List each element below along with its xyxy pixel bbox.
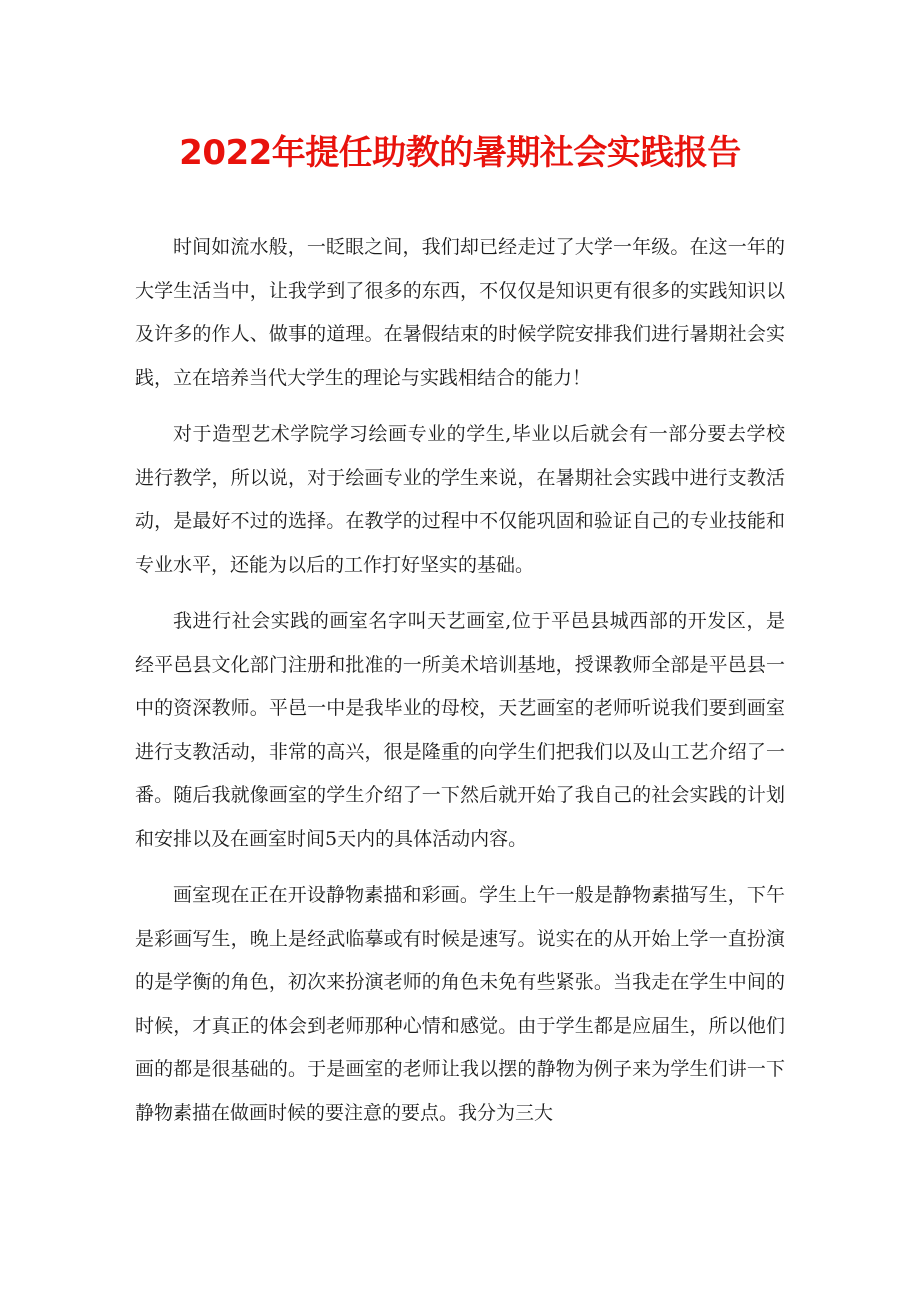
document-title: 2022年提任助教的暑期社会实践报告 (179, 133, 741, 173)
paragraph-1: 时间如流水般，一眨眼之间，我们却已经走过了大学一年级。在这一年的大学生活当中，让我学到了很多的东西，不仅仅是知识更有很多的实践知识以及许多的作人、做事的道理。在暑假结束的时候学院安排我们进行暑期社会实践，立在培养当代大学生的理论与实践相结合的能力！ (135, 236, 785, 389)
paragraph-2: 对于造型艺术学院学习绘画专业的学生,毕业以后就会有一部分要去学校进行教学，所以说，对于绘画专业的学生来说，在暑期社会实践中进行支教活动，是最好不过的选择。在教学的过程中不仅能巩固和验证自己的专业技能和专业水平，还能为以后的工作打好坚实的基础。 (135, 423, 785, 576)
paragraph-4: 画室现在正在开设静物素描和彩画。学生上午一般是静物素描写生，下午是彩画写生，晚上是经武临摹或有时候是速写。说实在的从开始上学一直扮演的是学衡的角色，初次来扮演老师的角色未免有些紧张。当我走在学生中间的时候，才真正的体会到老师那种心情和感觉。由于学生都是应届生，所以他们画的都是很基础的。于是画室的老师让我以摆的静物为例子来为学生们讲一下静物素描在做画时候的要注意的要点。我分为三大 (135, 884, 785, 1124)
document-body (135, 226, 785, 1135)
paragraph-3: 我进行社会实践的画室名字叫天艺画室,位于平邑县城西部的开发区，是经平邑县文化部门注册和批准的一所美术培训基地，授课教师全部是平邑县一中的资深教师。平邑一中是我毕业的母校，天艺画室的老师听说我们要到画室进行支教活动，非常的高兴，很是隆重的向学生们把我们以及山工艺介绍了一番。随后我就像画室的学生介绍了一下然后就开始了我自己的社会实践的计划和安排以及在画室时间5天内的具体活动内容。 (135, 610, 785, 850)
